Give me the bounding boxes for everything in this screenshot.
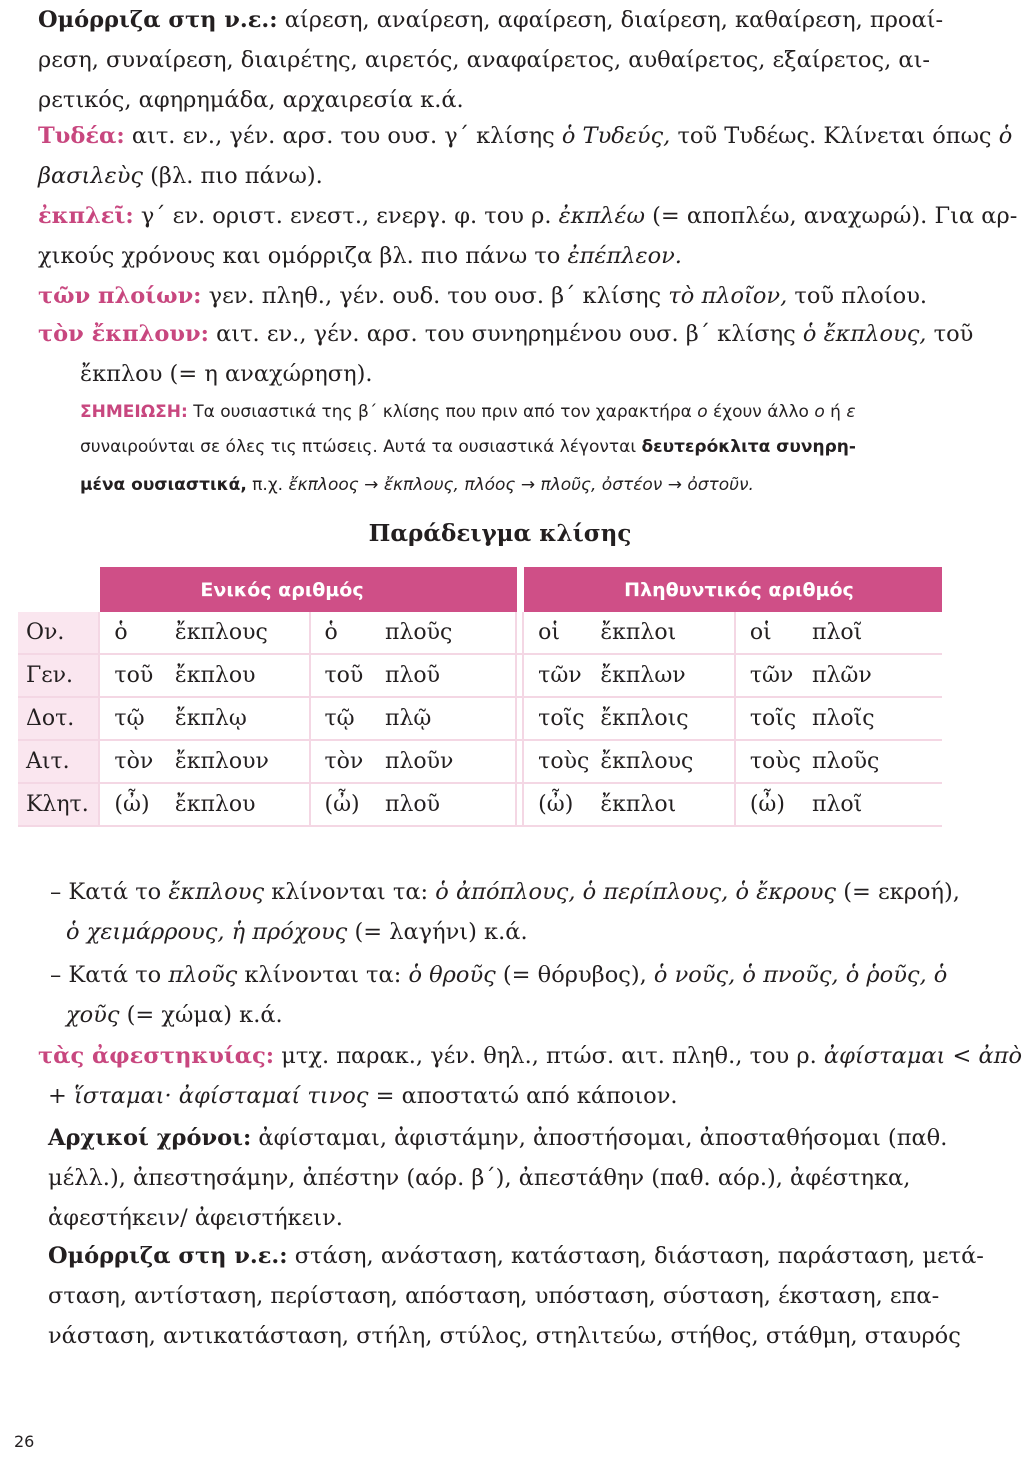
note-arrow1: →: [358, 475, 384, 495]
ekploun-t2: ὁ ἔκπλους,: [802, 321, 927, 347]
note-label: ΣΗΜΕΙΩΣΗ:: [80, 402, 188, 422]
para1-line2: ρεση, συναίρεση, διαιρέτης, αιρετός, αναφαίρετος, αυθαίρετος, εξαίρετος, αι-: [38, 47, 930, 73]
note-t14: ὀστοῦν.: [687, 475, 754, 495]
article-cell: τοῖς: [736, 698, 812, 741]
noun-cell: πλοῖς: [812, 698, 942, 741]
afest-t3: +: [48, 1083, 75, 1109]
omorr2-line3: νάσταση, αντικατάσταση, στήλη, στύλος, στηλιτεύω, στήθος, στάθμη, σταυρός: [48, 1323, 961, 1349]
dash1-t2: ἔκπλους: [168, 879, 265, 905]
afest-label: τὰς ἀφεστηκυίας:: [38, 1043, 275, 1069]
article-cell: τὸν: [100, 741, 174, 784]
archikoi-t1: ἀφίσταμαι, ἀφιστάμην, ἀποστήσομαι, ἀποσταθήσομαι (παθ.: [251, 1125, 948, 1151]
header-empty-cell: [18, 567, 100, 612]
noun-cell: ἔκπλοι: [600, 784, 735, 827]
case-label: Ον.: [18, 612, 100, 655]
noun-cell: ἔκπλους: [600, 741, 735, 784]
ekplei-label: ἐκπλεῖ:: [38, 203, 134, 229]
noun-cell: πλοῖ: [812, 612, 942, 655]
gap-cell: [517, 612, 524, 655]
noun-cell: ἔκπλουν: [175, 741, 311, 784]
dash1-t7: (= λαγήνι) κ.ά.: [347, 919, 528, 945]
tydea-t3: τοῦ Τυδέως. Κλίνεται όπως: [670, 123, 999, 149]
dash2-line1: [50, 955, 947, 995]
ekplei-line1: [38, 196, 1017, 236]
article-cell: οἱ: [736, 612, 812, 655]
noun-cell: πλοῦ: [385, 784, 517, 827]
table-header-row: [18, 567, 942, 612]
dash2-t3: κλίνονται τα:: [237, 962, 409, 988]
ekploun-t3: τοῦ: [926, 321, 974, 347]
note-t10: π.χ.: [246, 475, 289, 495]
gap-cell: [517, 698, 524, 741]
tydea-line2: [38, 156, 323, 196]
page-number: 26: [14, 1432, 35, 1451]
afest-line1: [38, 1036, 1022, 1076]
article-cell: τοὺς: [524, 741, 600, 784]
ekplei-t3: (= αποπλέω, αναχωρώ). Για αρ-: [644, 203, 1018, 229]
table-row: [18, 655, 942, 698]
note-t4: ο: [814, 402, 825, 422]
noun-cell: ἔκπλοι: [600, 612, 735, 655]
dash1-t5: (= εκροή),: [836, 879, 960, 905]
noun-cell: ἔκπλων: [600, 655, 735, 698]
noun-cell: ἔκπλοις: [600, 698, 735, 741]
para1-line3: ρετικός, αφηρημάδα, αρχαιρεσία κ.ά.: [38, 87, 464, 113]
dash2-t1: – Κατά το: [50, 962, 169, 988]
article-cell: τοῦ: [100, 655, 174, 698]
omorr2-t1: στάση, ανάσταση, κατάσταση, διάσταση, παράσταση, μετά-: [287, 1243, 984, 1269]
dash2-t7: χοῦς: [66, 1002, 120, 1028]
table-row: [18, 741, 942, 784]
article-cell: ὁ: [100, 612, 174, 655]
ploion-line: [38, 276, 927, 316]
case-label: Δοτ.: [18, 698, 100, 741]
afest-t5: = αποστατώ από κάποιον.: [368, 1083, 678, 1109]
note-t2: ο: [697, 402, 708, 422]
para1-line1: [38, 0, 943, 40]
note-t9: μένα ουσιαστικά,: [80, 475, 247, 495]
para1-label: Ομόρριζα στη ν.ε.:: [38, 7, 278, 33]
note-t3: έχουν άλλο: [707, 402, 815, 422]
article-cell: τοῦ: [311, 655, 385, 698]
noun-cell: πλοῦ: [385, 655, 517, 698]
note-line1: [80, 397, 856, 427]
noun-cell: ἔκπλῳ: [175, 698, 311, 741]
ekploun-t1: αιτ. εν., γέν. αρσ. του συνηρημένου ουσ. β΄ κλίσης: [208, 321, 803, 347]
article-cell: τῶν: [524, 655, 600, 698]
case-label: Κλητ.: [18, 784, 100, 827]
note-line2: [80, 432, 856, 462]
noun-cell: πλῶν: [812, 655, 942, 698]
para1-text1: αίρεση, αναίρεση, αφαίρεση, διαίρεση, καθαίρεση, προαί-: [277, 7, 944, 33]
gap-cell: [517, 741, 524, 784]
article-cell: τοῖς: [524, 698, 600, 741]
article-cell: (ὦ): [311, 784, 385, 827]
noun-cell: ἔκπλου: [175, 655, 311, 698]
dash1-t3: κλίνονται τα:: [264, 879, 436, 905]
tydea-t6: (βλ. πιο πάνω).: [143, 163, 323, 189]
article-cell: τὸν: [311, 741, 385, 784]
afest-t1: μτχ. παρακ., γέν. θηλ., πτώσ. αιτ. πληθ., του ρ.: [274, 1043, 824, 1069]
article-cell: τῶν: [736, 655, 812, 698]
omorr2-line2: σταση, αντίσταση, περίσταση, απόσταση, υπόσταση, σύσταση, έκσταση, επα-: [48, 1283, 940, 1309]
noun-cell: ἔκπλου: [175, 784, 311, 827]
afest-t2: ἀφίσταμαι < ἀπὸ: [823, 1043, 1022, 1069]
article-cell: τῷ: [100, 698, 174, 741]
header-gap: [517, 567, 524, 612]
table-row: [18, 784, 942, 827]
dash2-t2: πλοῦς: [168, 962, 238, 988]
ekplei-t2: ἐκπλέω: [558, 203, 645, 229]
note-t1: Τα ουσιαστικά της β΄ κλίσης που πριν από τον χαρακτήρα: [187, 402, 698, 422]
article-cell: οἱ: [524, 612, 600, 655]
ekplei-line2: [38, 236, 682, 276]
noun-cell: πλοῦν: [385, 741, 517, 784]
ekplei-t4: χικούς χρόνους και ομόρριζα βλ. πιο πάνω το: [38, 243, 568, 269]
note-t7: συναιρούνται σε όλες τις πτώσεις. Αυτά τα ουσιαστικά λέγονται: [80, 437, 642, 457]
ploion-label: τῶν πλοίων:: [38, 283, 202, 309]
dash1-t1: – Κατά το: [50, 879, 169, 905]
archikoi-label: Αρχικοί χρόνοι:: [48, 1125, 252, 1151]
gap-cell: [517, 655, 524, 698]
noun-cell: ἔκπλους: [175, 612, 311, 655]
note-line3: [80, 470, 754, 500]
noun-cell: πλοῦς: [385, 612, 517, 655]
tydea-t2: ὁ Τυδεύς,: [561, 123, 671, 149]
plural-header: Πληθυντικός αριθμός: [524, 567, 942, 612]
article-cell: ὁ: [311, 612, 385, 655]
ploion-t2: τὸ πλοῖον,: [668, 283, 788, 309]
dash1-line2: [66, 912, 528, 952]
dash1-t4: ὁ ἀπόπλους, ὁ περίπλους, ὁ ἔκρους: [435, 879, 837, 905]
tydea-t5: βασιλεὺς: [38, 163, 143, 189]
note-t13: πλοῦς, ὀστέον: [540, 475, 663, 495]
table-row: [18, 698, 942, 741]
tydea-t4: ὁ: [998, 123, 1013, 149]
noun-cell: πλοῖ: [812, 784, 942, 827]
ploion-t3: τοῦ πλοίου.: [787, 283, 928, 309]
table-row: [18, 612, 942, 655]
article-cell: (ὦ): [736, 784, 812, 827]
declension-table: [18, 567, 942, 827]
ekplei-t5: ἐπέπλεον.: [567, 243, 682, 269]
noun-cell: πλοῦς: [812, 741, 942, 784]
note-arrow3: →: [662, 475, 688, 495]
gap-cell: [517, 784, 524, 827]
ekploun-label: τὸν ἔκπλουν:: [38, 321, 209, 347]
note-arrow2: →: [515, 475, 541, 495]
dash2-t8: (= χώμα) κ.ά.: [119, 1002, 283, 1028]
note-t5: ή: [824, 402, 847, 422]
singular-header: Ενικός αριθμός: [100, 567, 517, 612]
example-title: Παράδειγμα κλίσης: [368, 520, 632, 547]
case-label: Γεν.: [18, 655, 100, 698]
dash1-t6: ὁ χειμάρρους, ἡ πρόχους: [66, 919, 348, 945]
dash2-t6: ὁ νοῦς, ὁ πνοῦς, ὁ ῥοῦς, ὁ: [653, 962, 948, 988]
dash2-t5: (= θόρυβος),: [495, 962, 654, 988]
omorr2-line1: [48, 1236, 984, 1276]
ekploun-line2: ἔκπλου (= η αναχώρηση).: [80, 361, 373, 387]
archikoi-line2: μέλλ.), ἀπεστησάμην, ἀπέστην (αόρ. β΄), ἀπεστάθην (παθ. αόρ.), ἀφέστηκα,: [48, 1165, 911, 1191]
tydea-label: Τυδέα:: [38, 123, 125, 149]
note-t6: ε: [846, 402, 856, 422]
article-cell: τῷ: [311, 698, 385, 741]
ekplei-t1: γ΄ εν. οριστ. ενεστ., ενεργ. φ. του ρ.: [133, 203, 559, 229]
noun-cell: πλῷ: [385, 698, 517, 741]
article-cell: τοὺς: [736, 741, 812, 784]
ekploun-line1: [38, 314, 973, 354]
article-cell: (ὦ): [524, 784, 600, 827]
omorr2-label: Ομόρριζα στη ν.ε.:: [48, 1243, 288, 1269]
case-label: Αιτ.: [18, 741, 100, 784]
note-t8: δευτερόκλιτα συνηρη-: [641, 437, 856, 457]
afest-t4: ἵσταμαι· ἀφίσταμαί τινος: [74, 1083, 369, 1109]
tydea-t1: αιτ. εν., γέν. αρσ. του ουσ. γ΄ κλίσης: [124, 123, 562, 149]
note-t12: ἔκπλους, πλόος: [383, 475, 516, 495]
archikoi-line1: [48, 1118, 947, 1158]
article-cell: (ὦ): [100, 784, 174, 827]
dash2-line2: [66, 995, 283, 1035]
note-t11: ἔκπλοος: [288, 475, 359, 495]
dash1-line1: [50, 872, 960, 912]
tydea-line1: [38, 116, 1012, 156]
archikoi-line3: ἀφεστήκειν/ ἀφειστήκειν.: [48, 1205, 343, 1231]
dash2-t4: ὁ θροῦς: [408, 962, 496, 988]
afest-line2: [48, 1076, 678, 1116]
ploion-t1: γεν. πληθ., γέν. ουδ. του ουσ. β΄ κλίσης: [201, 283, 669, 309]
